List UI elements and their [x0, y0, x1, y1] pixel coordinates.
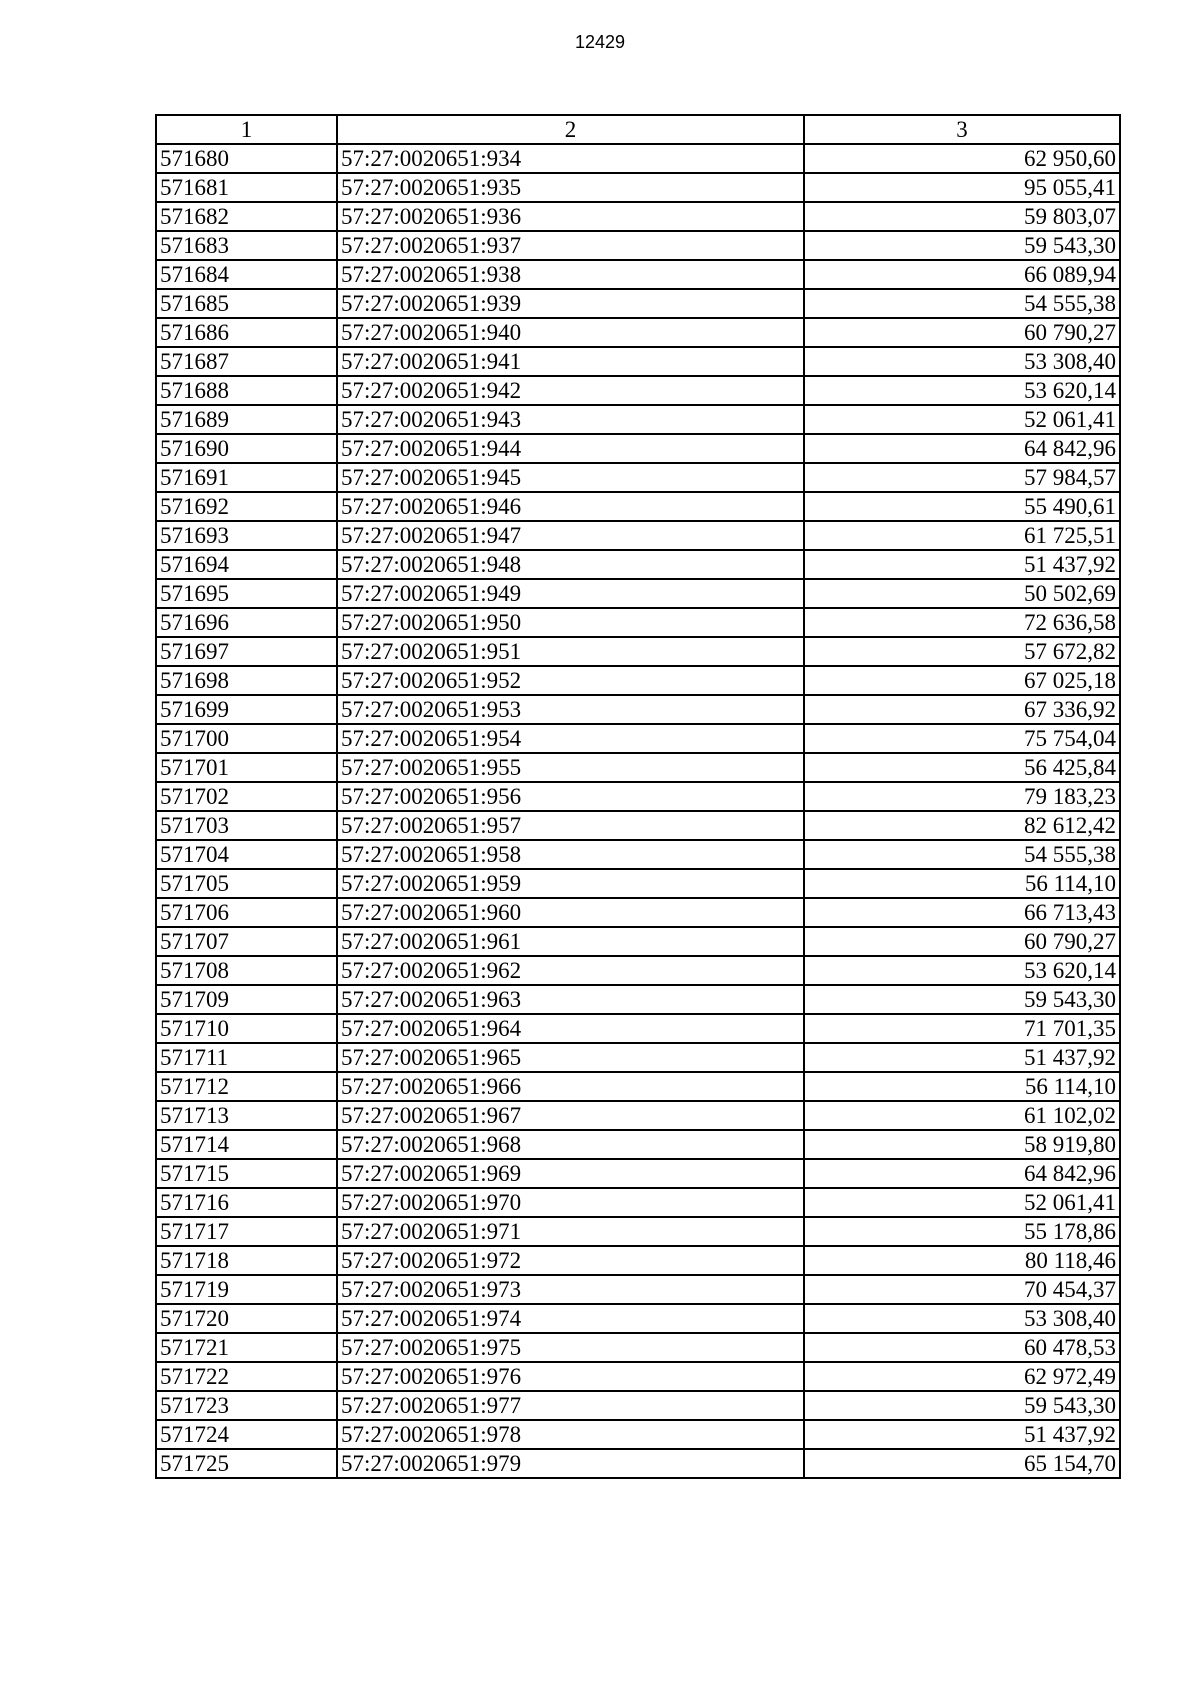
row-number-cell: 571703: [156, 811, 337, 840]
row-number-cell: 571702: [156, 782, 337, 811]
table-row: [156, 1014, 1120, 1043]
value-cell: 95 055,41: [804, 173, 1120, 202]
cadastral-number-cell: 57:27:0020651:947: [337, 521, 804, 550]
table-row: [156, 405, 1120, 434]
value-cell: 53 308,40: [804, 347, 1120, 376]
row-number-cell: 571720: [156, 1304, 337, 1333]
row-number-cell: 571706: [156, 898, 337, 927]
table-row: [156, 1072, 1120, 1101]
cadastral-number-cell: 57:27:0020651:950: [337, 608, 804, 637]
cadastral-number-cell: 57:27:0020651:940: [337, 318, 804, 347]
row-number-cell: 571699: [156, 695, 337, 724]
row-number-cell: 571725: [156, 1449, 337, 1478]
row-number-cell: 571722: [156, 1362, 337, 1391]
table-row: [156, 1275, 1120, 1304]
value-cell: 53 620,14: [804, 376, 1120, 405]
row-number-cell: 571692: [156, 492, 337, 521]
cadastral-number-cell: 57:27:0020651:972: [337, 1246, 804, 1275]
row-number-cell: 571719: [156, 1275, 337, 1304]
table-row: [156, 1188, 1120, 1217]
column-header-2: 2: [337, 115, 804, 144]
table-row: [156, 753, 1120, 782]
row-number-cell: 571715: [156, 1159, 337, 1188]
row-number-cell: 571690: [156, 434, 337, 463]
cadastral-number-cell: 57:27:0020651:975: [337, 1333, 804, 1362]
table-row: [156, 1449, 1120, 1478]
table-row: [156, 144, 1120, 173]
header-row: [156, 115, 1120, 144]
table-row: [156, 811, 1120, 840]
table-row: [156, 898, 1120, 927]
cadastral-number-cell: 57:27:0020651:937: [337, 231, 804, 260]
value-cell: 57 672,82: [804, 637, 1120, 666]
value-cell: 61 102,02: [804, 1101, 1120, 1130]
cadastral-number-cell: 57:27:0020651:961: [337, 927, 804, 956]
cadastral-number-cell: 57:27:0020651:965: [337, 1043, 804, 1072]
cadastral-number-cell: 57:27:0020651:944: [337, 434, 804, 463]
cadastral-number-cell: 57:27:0020651:960: [337, 898, 804, 927]
value-cell: 58 919,80: [804, 1130, 1120, 1159]
cadastral-number-cell: 57:27:0020651:954: [337, 724, 804, 753]
cadastral-number-cell: 57:27:0020651:935: [337, 173, 804, 202]
table-row: [156, 1043, 1120, 1072]
cadastral-number-cell: 57:27:0020651:963: [337, 985, 804, 1014]
cadastral-number-cell: 57:27:0020651:952: [337, 666, 804, 695]
cadastral-number-cell: 57:27:0020651:941: [337, 347, 804, 376]
cadastral-number-cell: 57:27:0020651:974: [337, 1304, 804, 1333]
table-row: [156, 724, 1120, 753]
value-cell: 52 061,41: [804, 1188, 1120, 1217]
table-row: [156, 463, 1120, 492]
value-cell: 51 437,92: [804, 1043, 1120, 1072]
table-row: [156, 1101, 1120, 1130]
table-row: [156, 492, 1120, 521]
row-number-cell: 571683: [156, 231, 337, 260]
value-cell: 59 543,30: [804, 985, 1120, 1014]
row-number-cell: 571712: [156, 1072, 337, 1101]
cadastral-number-cell: 57:27:0020651:934: [337, 144, 804, 173]
value-cell: 66 713,43: [804, 898, 1120, 927]
cadastral-number-cell: 57:27:0020651:969: [337, 1159, 804, 1188]
row-number-cell: 571724: [156, 1420, 337, 1449]
value-cell: 66 089,94: [804, 260, 1120, 289]
column-header-3: 3: [804, 115, 1120, 144]
value-cell: 54 555,38: [804, 289, 1120, 318]
value-cell: 56 114,10: [804, 869, 1120, 898]
value-cell: 79 183,23: [804, 782, 1120, 811]
page-number: 12429: [574, 32, 626, 52]
value-cell: 67 025,18: [804, 666, 1120, 695]
row-number-cell: 571721: [156, 1333, 337, 1362]
value-cell: 55 178,86: [804, 1217, 1120, 1246]
cadastral-number-cell: 57:27:0020651:945: [337, 463, 804, 492]
table-header: [156, 115, 1120, 144]
value-cell: 80 118,46: [804, 1246, 1120, 1275]
row-number-cell: 571697: [156, 637, 337, 666]
table-row: [156, 840, 1120, 869]
cadastral-number-cell: 57:27:0020651:955: [337, 753, 804, 782]
cadastral-number-cell: 57:27:0020651:946: [337, 492, 804, 521]
value-cell: 56 425,84: [804, 753, 1120, 782]
row-number-cell: 571713: [156, 1101, 337, 1130]
cadastral-number-cell: 57:27:0020651:967: [337, 1101, 804, 1130]
table-row: [156, 666, 1120, 695]
value-cell: 59 543,30: [804, 1391, 1120, 1420]
value-cell: 51 437,92: [804, 550, 1120, 579]
row-number-cell: 571700: [156, 724, 337, 753]
cadastral-number-cell: 57:27:0020651:970: [337, 1188, 804, 1217]
row-number-cell: 571708: [156, 956, 337, 985]
row-number-cell: 571709: [156, 985, 337, 1014]
cadastral-number-cell: 57:27:0020651:943: [337, 405, 804, 434]
registry-table: [155, 114, 1121, 1479]
value-cell: 65 154,70: [804, 1449, 1120, 1478]
table-row: [156, 1246, 1120, 1275]
table-row: [156, 1304, 1120, 1333]
cadastral-number-cell: 57:27:0020651:939: [337, 289, 804, 318]
row-number-cell: 571693: [156, 521, 337, 550]
table-row: [156, 1391, 1120, 1420]
row-number-cell: 571685: [156, 289, 337, 318]
table-row: [156, 318, 1120, 347]
table-row: [156, 927, 1120, 956]
table-row: [156, 289, 1120, 318]
row-number-cell: 571707: [156, 927, 337, 956]
table-row: [156, 608, 1120, 637]
value-cell: 82 612,42: [804, 811, 1120, 840]
table-row: [156, 1333, 1120, 1362]
table-row: [156, 550, 1120, 579]
value-cell: 67 336,92: [804, 695, 1120, 724]
table-row: [156, 579, 1120, 608]
value-cell: 64 842,96: [804, 1159, 1120, 1188]
cadastral-number-cell: 57:27:0020651:958: [337, 840, 804, 869]
row-number-cell: 571705: [156, 869, 337, 898]
value-cell: 59 543,30: [804, 231, 1120, 260]
table-row: [156, 1159, 1120, 1188]
table-row: [156, 1362, 1120, 1391]
table-row: [156, 637, 1120, 666]
value-cell: 53 308,40: [804, 1304, 1120, 1333]
value-cell: 50 502,69: [804, 579, 1120, 608]
cadastral-number-cell: 57:27:0020651:973: [337, 1275, 804, 1304]
row-number-cell: 571696: [156, 608, 337, 637]
cadastral-number-cell: 57:27:0020651:979: [337, 1449, 804, 1478]
row-number-cell: 571701: [156, 753, 337, 782]
row-number-cell: 571687: [156, 347, 337, 376]
row-number-cell: 571714: [156, 1130, 337, 1159]
cadastral-number-cell: 57:27:0020651:951: [337, 637, 804, 666]
cadastral-number-cell: 57:27:0020651:966: [337, 1072, 804, 1101]
value-cell: 70 454,37: [804, 1275, 1120, 1304]
table-row: [156, 202, 1120, 231]
value-cell: 53 620,14: [804, 956, 1120, 985]
value-cell: 56 114,10: [804, 1072, 1120, 1101]
table-row: [156, 782, 1120, 811]
table-row: [156, 173, 1120, 202]
column-header-1: 1: [156, 115, 337, 144]
row-number-cell: 571694: [156, 550, 337, 579]
row-number-cell: 571710: [156, 1014, 337, 1043]
row-number-cell: 571684: [156, 260, 337, 289]
value-cell: 60 790,27: [804, 318, 1120, 347]
table-row: [156, 956, 1120, 985]
cadastral-number-cell: 57:27:0020651:953: [337, 695, 804, 724]
table-row: [156, 434, 1120, 463]
table-row: [156, 695, 1120, 724]
table-row: [156, 376, 1120, 405]
row-number-cell: 571686: [156, 318, 337, 347]
value-cell: 60 478,53: [804, 1333, 1120, 1362]
value-cell: 72 636,58: [804, 608, 1120, 637]
value-cell: 64 842,96: [804, 434, 1120, 463]
cadastral-number-cell: 57:27:0020651:962: [337, 956, 804, 985]
row-number-cell: 571691: [156, 463, 337, 492]
cadastral-number-cell: 57:27:0020651:976: [337, 1362, 804, 1391]
row-number-cell: 571689: [156, 405, 337, 434]
value-cell: 60 790,27: [804, 927, 1120, 956]
table-body: [156, 144, 1120, 1478]
table-row: [156, 1130, 1120, 1159]
cadastral-number-cell: 57:27:0020651:948: [337, 550, 804, 579]
value-cell: 51 437,92: [804, 1420, 1120, 1449]
cadastral-number-cell: 57:27:0020651:978: [337, 1420, 804, 1449]
row-number-cell: 571688: [156, 376, 337, 405]
cadastral-number-cell: 57:27:0020651:936: [337, 202, 804, 231]
table-row: [156, 260, 1120, 289]
row-number-cell: 571718: [156, 1246, 337, 1275]
value-cell: 62 950,60: [804, 144, 1120, 173]
table-row: [156, 231, 1120, 260]
table-row: [156, 985, 1120, 1014]
value-cell: 55 490,61: [804, 492, 1120, 521]
value-cell: 54 555,38: [804, 840, 1120, 869]
cadastral-number-cell: 57:27:0020651:977: [337, 1391, 804, 1420]
value-cell: 52 061,41: [804, 405, 1120, 434]
value-cell: 59 803,07: [804, 202, 1120, 231]
cadastral-number-cell: 57:27:0020651:959: [337, 869, 804, 898]
row-number-cell: 571682: [156, 202, 337, 231]
row-number-cell: 571698: [156, 666, 337, 695]
row-number-cell: 571711: [156, 1043, 337, 1072]
row-number-cell: 571704: [156, 840, 337, 869]
cadastral-number-cell: 57:27:0020651:971: [337, 1217, 804, 1246]
row-number-cell: 571723: [156, 1391, 337, 1420]
row-number-cell: 571716: [156, 1188, 337, 1217]
value-cell: 62 972,49: [804, 1362, 1120, 1391]
row-number-cell: 571717: [156, 1217, 337, 1246]
cadastral-number-cell: 57:27:0020651:938: [337, 260, 804, 289]
cadastral-number-cell: 57:27:0020651:968: [337, 1130, 804, 1159]
row-number-cell: 571681: [156, 173, 337, 202]
table-row: [156, 1217, 1120, 1246]
cadastral-number-cell: 57:27:0020651:957: [337, 811, 804, 840]
value-cell: 71 701,35: [804, 1014, 1120, 1043]
table-row: [156, 521, 1120, 550]
value-cell: 61 725,51: [804, 521, 1120, 550]
table-row: [156, 347, 1120, 376]
table-row: [156, 1420, 1120, 1449]
cadastral-number-cell: 57:27:0020651:964: [337, 1014, 804, 1043]
cadastral-number-cell: 57:27:0020651:942: [337, 376, 804, 405]
table-row: [156, 869, 1120, 898]
cadastral-number-cell: 57:27:0020651:956: [337, 782, 804, 811]
cadastral-number-cell: 57:27:0020651:949: [337, 579, 804, 608]
row-number-cell: 571695: [156, 579, 337, 608]
value-cell: 75 754,04: [804, 724, 1120, 753]
row-number-cell: 571680: [156, 144, 337, 173]
value-cell: 57 984,57: [804, 463, 1120, 492]
